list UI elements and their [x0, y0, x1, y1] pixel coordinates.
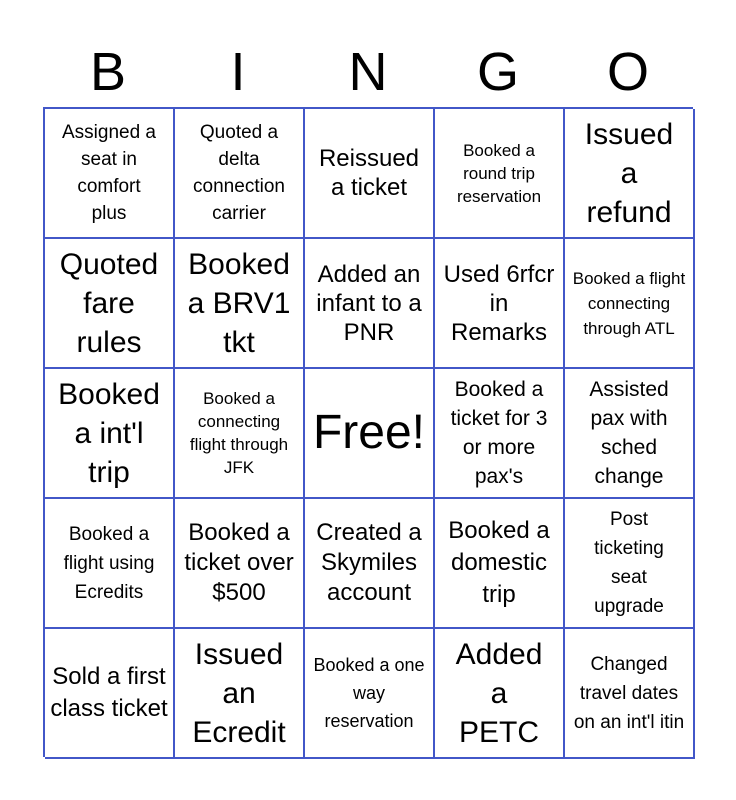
cell-text: Booked a ticket over $500 [184, 519, 294, 606]
cell-text: Booked a int'l trip [58, 377, 160, 489]
bingo-cell[interactable] [435, 629, 565, 759]
cell-text: Post ticketing seat upgrade [594, 509, 664, 617]
cell-text: Booked a connecting flight through JFK [189, 389, 289, 477]
cell-text: Issued an Ecredit [192, 637, 286, 749]
cell-text: Quoted a delta connection carrier [193, 122, 285, 224]
header-letter-b: B [89, 42, 127, 102]
cell-text: Booked a ticket for 3 or more pax's [450, 378, 548, 488]
header-letter-n: N [348, 42, 388, 102]
header-letter-o: O [606, 42, 649, 102]
cell-text: Issued a refund [584, 117, 674, 229]
bingo-cell[interactable] [175, 239, 305, 369]
bingo-cell[interactable] [45, 239, 175, 369]
free-space[interactable] [305, 369, 435, 499]
cell-text: Created a Skymiles account [316, 519, 422, 606]
bingo-cell[interactable] [45, 109, 175, 239]
cell-text: Sold a first class ticket [50, 663, 168, 722]
bingo-cell[interactable] [45, 499, 175, 629]
bingo-cell[interactable] [565, 629, 695, 759]
bingo-cell[interactable] [45, 629, 175, 759]
cell-text: Booked a round trip reservation [456, 140, 542, 206]
bingo-cell[interactable] [435, 239, 565, 369]
cell-text: Booked a BRV1 tkt [187, 247, 291, 359]
cell-text: Assigned a seat in comfort plus [61, 122, 156, 224]
bingo-cell[interactable] [175, 499, 305, 629]
cell-text: Changed travel dates on an int'l itin [573, 653, 685, 733]
cell-text: Added an infant to a PNR [316, 260, 422, 346]
bingo-header [43, 38, 693, 106]
bingo-board [43, 107, 693, 757]
cell-text: Quoted fare rules [59, 247, 159, 359]
bingo-cell[interactable] [175, 109, 305, 239]
cell-text: Booked a one way reservation [313, 655, 425, 731]
bingo-cell[interactable] [305, 109, 435, 239]
bingo-cell[interactable] [175, 369, 305, 499]
bingo-cell[interactable] [305, 499, 435, 629]
bingo-cell[interactable] [435, 369, 565, 499]
bingo-cell[interactable] [565, 109, 695, 239]
bingo-cell[interactable] [305, 239, 435, 369]
header-letter-i: I [230, 42, 246, 102]
free-text: Free! [312, 406, 426, 459]
cell-text: Added a PETC [455, 637, 543, 749]
cell-text: Booked a flight connecting through ATL [572, 268, 686, 338]
bingo-cell[interactable] [565, 369, 695, 499]
cell-text: Used 6rfcr in Remarks [443, 260, 555, 346]
cell-text: Booked a flight using Ecredits [63, 523, 155, 603]
bingo-cell[interactable] [305, 629, 435, 759]
cell-text: Assisted pax with sched change [589, 378, 669, 488]
cell-text: Reissued a ticket [318, 145, 420, 201]
bingo-cell[interactable] [565, 239, 695, 369]
bingo-cell[interactable] [435, 499, 565, 629]
cell-text: Booked a domestic trip [448, 517, 550, 608]
header-letter-g: G [476, 42, 519, 102]
bingo-cell[interactable] [435, 109, 565, 239]
bingo-cell[interactable] [45, 369, 175, 499]
bingo-cell[interactable] [175, 629, 305, 759]
bingo-cell[interactable] [565, 499, 695, 629]
